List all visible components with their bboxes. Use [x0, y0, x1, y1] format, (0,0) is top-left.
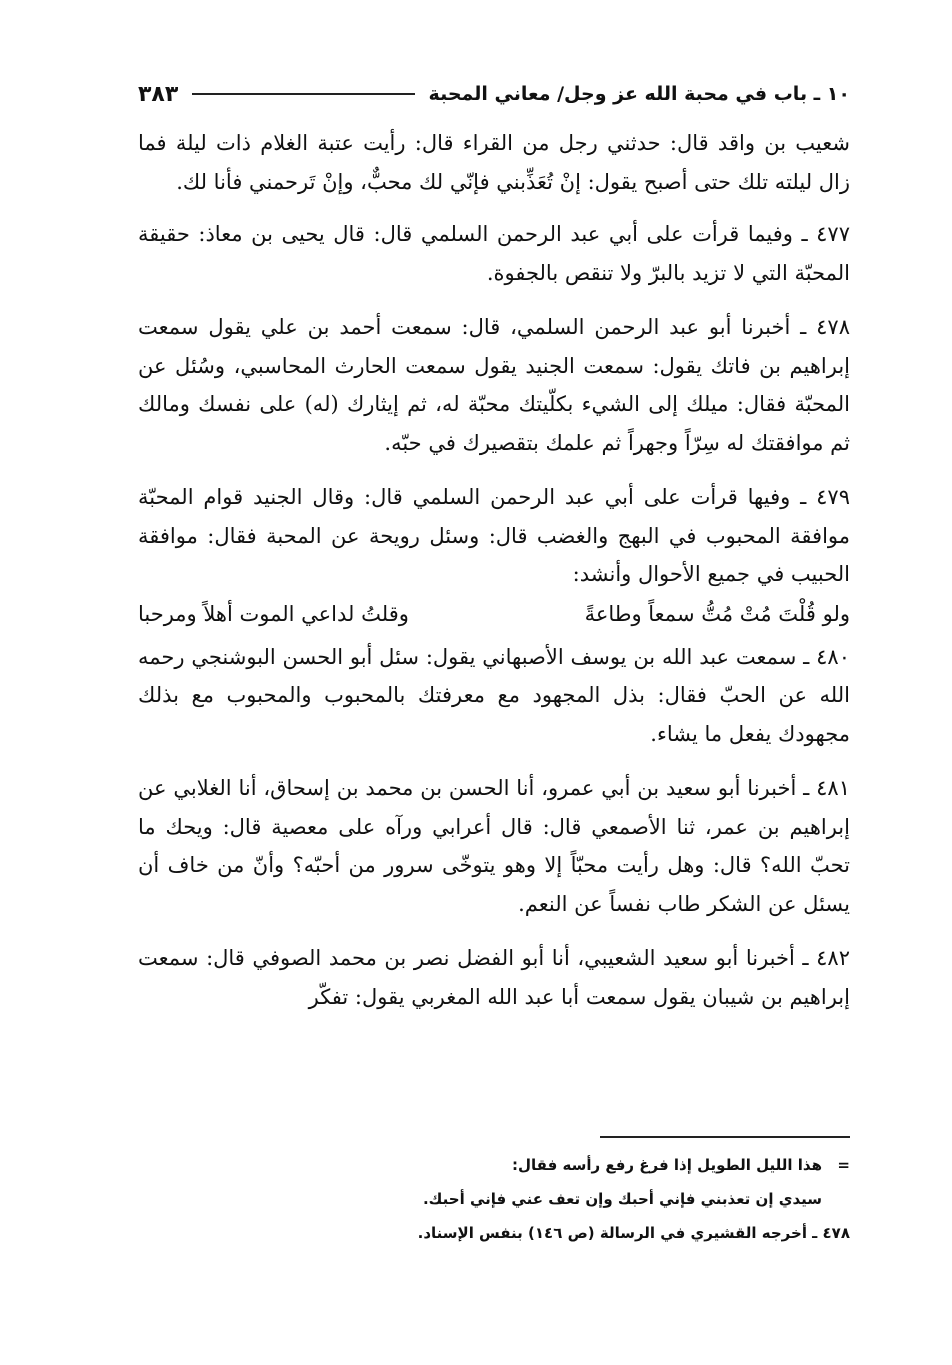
footnote-line — [138, 1216, 850, 1250]
running-head: ١٠ ـ باب في محبة الله عز وجل/ معاني المحبة — [428, 83, 850, 105]
footnote-text: ٤٧٨ ـ أخرجه القشيري في الرسالة (ص ١٤٦) بنفس الإسناد. — [417, 1224, 850, 1242]
page-number: ٣٨٣ — [138, 81, 179, 107]
paragraph-478: ٤٧٨ ـ أخبرنا أبو عبد الرحمن السلمي، قال: سمعت أحمد بن علي يقول سمعت إبراهيم بن فاتك يقول: سمعت الجنيد يقول سمعت الحارث المحاسبي، وسُئل عن المحبّة فقال: ميلك إلى الشيء بكلّيتك محبّة له، ثم إيثارك (له) على نفسك ومالك ثم موافقتك له سِرّاً وجهراً ثم علمك بتقصيرك في حبّه. — [138, 315, 850, 455]
footnotes — [138, 1148, 850, 1250]
page-header — [138, 74, 850, 114]
verse-line — [138, 594, 850, 634]
header-rule — [192, 93, 414, 95]
verse-second-hemistich: وقلتُ لداعي الموت أهلاً ومرحبا — [138, 601, 409, 626]
paragraph-481: ٤٨١ ـ أخبرنا أبو سعيد بن أبي عمرو، أنا الحسن بن محمد بن إسحاق، أنا الغلابي عن إبراهيم بن عمر، ثنا الأصمعي قال: قال أعرابي ورآه على معصية قال: ويحك ما تحبّ الله؟ قال: وهل رأيت محبّاً إلا وهو يتوخّى سرور من أحبّه؟ وأنّ من خاف أن يسئل عن الشكر طاب نفساً عن النعم. — [138, 776, 850, 916]
footnote-rule — [600, 1136, 850, 1138]
footnote-line — [138, 1148, 850, 1182]
footnote-line — [138, 1182, 850, 1216]
main-text — [138, 124, 850, 1032]
footnote-text: سيدي إن تعذبني فإني أحبك وإن تعف عني فإني أحبك. — [422, 1190, 822, 1208]
footnote-text: هذا الليل الطويل إذا فرغ رفع رأسه فقال: — [512, 1156, 822, 1174]
paragraph-477: ٤٧٧ ـ وفيما قرأت على أبي عبد الرحمن السلمي قال: قال يحيى بن معاذ: حقيقة المحبّة التي لا تزيد بالبرّ ولا تنقص بالجفوة. — [138, 222, 850, 285]
footnote-marker: = — [837, 1156, 850, 1174]
verse-first-hemistich: ولو قُلْتَ مُتْ مُتُّ سمعاً وطاعةً — [584, 601, 850, 626]
paragraph-479: ٤٧٩ ـ وفيها قرأت على أبي عبد الرحمن السلمي قال: وقال الجنيد قوام المحبّة موافقة المحبوب في البهج والغضب قال: وسئل رويحة عن المحبة فقال: موافقة الحبيب في جميع الأحوال وأنشد: — [138, 485, 850, 586]
paragraph-continuation: شعيب بن واقد قال: حدثني رجل من القراء قال: رأيت عتبة الغلام ذات ليلة فما زال ليلته تلك حتى أصبح يقول: إنْ تُعَذِّبني فإنّي لك محبٌّ، وإنْ تَرحمني فأنا لك. — [138, 131, 850, 194]
paragraph-480: ٤٨٠ ـ سمعت عبد الله بن يوسف الأصبهاني يقول: سئل أبو الحسن البوشنجي رحمه الله عن الحبّ فقال: بذل المجهود مع معرفتك بالمحبوب والمحبوب مع بذلك مجهودك يفعل ما يشاء. — [138, 644, 850, 746]
paragraph-482: ٤٨٢ ـ أخبرنا أبو سعيد الشعيبي، أنا أبو الفضل نصر بن محمد الصوفي قال: سمعت إبراهيم بن شيبان يقول سمعت أبا عبد الله المغربي يقول: تفكّر — [138, 946, 850, 1009]
